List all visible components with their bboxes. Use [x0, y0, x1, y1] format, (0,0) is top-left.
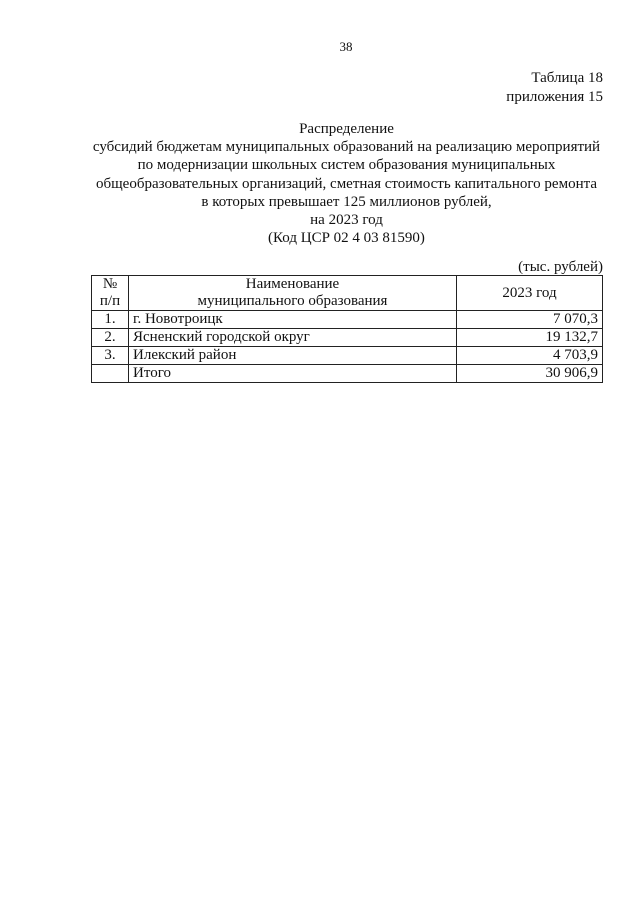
row-municipality: Ясненский городской округ: [129, 329, 457, 347]
row-amount: 19 132,7: [457, 329, 603, 347]
header-municipality-line1: Наименование: [245, 276, 340, 292]
row-municipality: г. Новотроицк: [129, 311, 457, 329]
header-number: [92, 276, 129, 311]
header-municipality: [129, 276, 457, 311]
header-number-line1: №: [102, 276, 118, 292]
units-label: (тыс. рублей): [518, 259, 603, 275]
table-row: [92, 311, 603, 329]
header-municipality-line2: муниципального образования: [197, 293, 388, 309]
title-line: субсидий бюджетам муниципальных образований на реализацию мероприятий: [92, 139, 601, 156]
page-number: 38: [339, 39, 353, 54]
title-line: по модернизации школьных систем образования муниципальных: [137, 157, 556, 174]
subsidy-table: [91, 275, 603, 383]
header-year: 2023 год: [457, 276, 603, 311]
total-number: [92, 365, 129, 383]
document-title: [60, 120, 633, 247]
row-number: 3.: [92, 347, 129, 365]
table-header-row: [92, 276, 603, 311]
row-number: 2.: [92, 329, 129, 347]
budget-code-line: (Код ЦСР 02 4 03 81590): [268, 230, 425, 247]
header-number-line2: п/п: [99, 293, 121, 309]
table-row: [92, 347, 603, 365]
table-reference: [506, 69, 603, 107]
title-line: в которых превышает 125 миллионов рублей,: [201, 193, 492, 210]
title-line: общеобразовательных организаций, сметная стоимость капитального ремонта: [95, 175, 597, 192]
row-amount: 7 070,3: [457, 311, 603, 329]
appendix-reference-line: приложения 15: [506, 89, 603, 105]
total-label: Итого: [129, 365, 457, 383]
row-number: 1.: [92, 311, 129, 329]
title-line: Распределение: [299, 121, 394, 137]
total-amount: 30 906,9: [457, 365, 603, 383]
title-line: на 2023 год: [310, 212, 383, 229]
row-amount: 4 703,9: [457, 347, 603, 365]
row-municipality: Илекский район: [129, 347, 457, 365]
table-row: [92, 329, 603, 347]
table-total-row: [92, 365, 603, 383]
table-reference-line: Таблица 18: [531, 70, 603, 86]
